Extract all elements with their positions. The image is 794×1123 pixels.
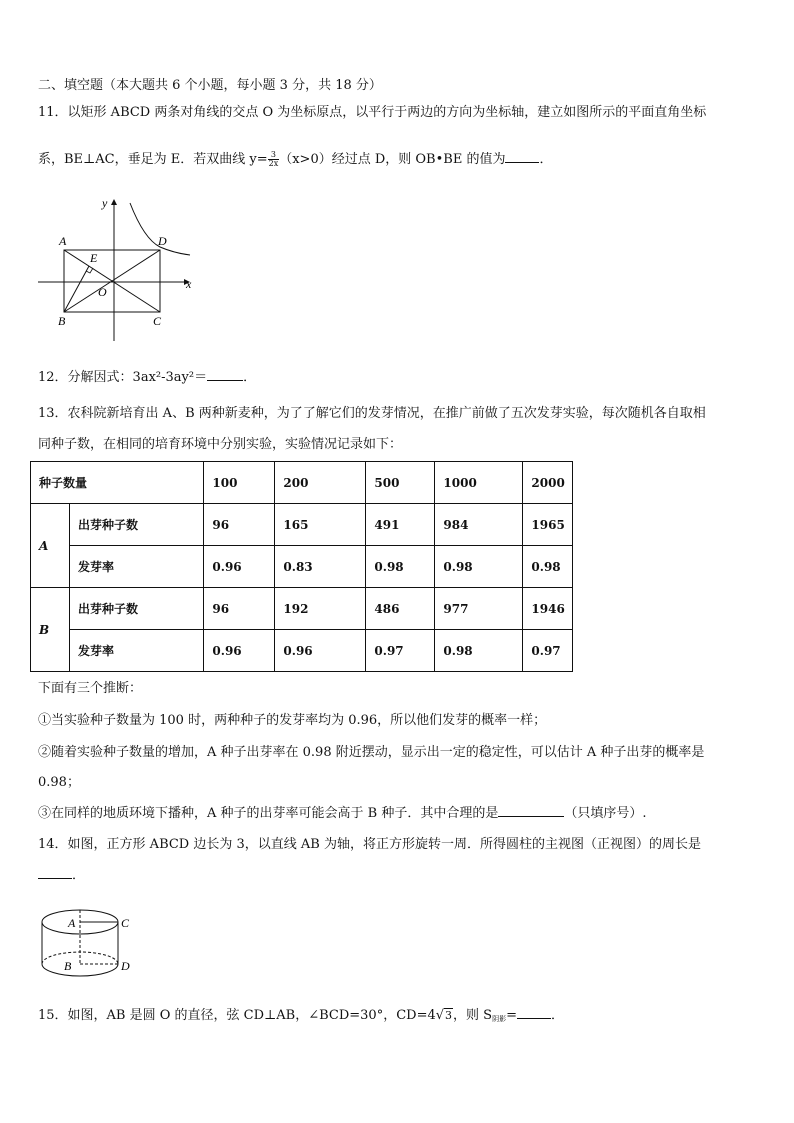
value-cell: 1946 — [523, 588, 573, 630]
q11-fraction — [268, 151, 280, 168]
q14-line2 — [38, 866, 85, 885]
label-y: y — [102, 196, 108, 210]
q11-text-end: ． — [539, 152, 553, 167]
value-cell: 96 — [204, 504, 275, 546]
value-cell: 984 — [435, 504, 523, 546]
value-cell: 96 — [204, 588, 275, 630]
q13-inference-1: ①当实验种子数量为 100 时，两种种子的发芽率均为 0.96，所以他们发芽的概率一样； — [38, 713, 547, 728]
q13-line1: 13．农科院新培育出 A、B 两种新麦种，为了了解它们的发芽情况，在推广前做了五次发芽实验，每次随机各自取相 — [38, 406, 706, 421]
q11-frac-num: 3 — [268, 151, 280, 160]
label-b: B — [64, 959, 72, 973]
sqrt-symbol: √3 — [435, 1008, 453, 1023]
row-label: 出芽种子数 — [70, 588, 204, 630]
seed-table — [30, 461, 573, 672]
q11-text-after: （x>0）经过点 D，则 OB•BE 的值为 — [279, 152, 506, 167]
label-c: C — [153, 314, 162, 328]
value-cell: 491 — [366, 504, 435, 546]
q13-answer-blank[interactable] — [498, 804, 564, 817]
q15-line — [38, 1006, 564, 1028]
table-row — [31, 546, 573, 588]
value-cell: 0.98 — [435, 630, 523, 672]
q13-inference-3 — [38, 804, 646, 823]
segment-be — [64, 266, 89, 312]
value-cell: 486 — [366, 588, 435, 630]
q13-line2: 同种子数，在相同的培育环境中分别实验，实验情况记录如下： — [38, 437, 403, 452]
label-e: E — [90, 251, 98, 265]
table-row — [31, 504, 573, 546]
value-cell: 0.83 — [275, 546, 366, 588]
count-cell: 200 — [275, 462, 366, 504]
q11-frac-den: 2x — [268, 159, 279, 168]
value-cell: 0.97 — [523, 630, 573, 672]
value-cell: 0.98 — [435, 546, 523, 588]
value-cell: 0.97 — [366, 630, 435, 672]
table-row — [31, 630, 573, 672]
count-cell: 500 — [366, 462, 435, 504]
label-o: O — [98, 285, 107, 299]
q15-subscript: 阴影 — [492, 1015, 507, 1023]
q13-inference-2-line2: 0.98； — [38, 775, 80, 790]
count-cell: 1000 — [435, 462, 523, 504]
q12-end: ． — [243, 370, 257, 385]
section-title: 二、填空题（本大题共 6 个小题，每小题 3 分，共 18 分） — [38, 78, 382, 93]
value-cell: 0.96 — [204, 630, 275, 672]
q14-answer-blank[interactable] — [38, 866, 72, 879]
q15-answer-blank[interactable] — [517, 1006, 551, 1019]
count-cell: 100 — [204, 462, 275, 504]
table-row — [31, 588, 573, 630]
value-cell: 0.98 — [523, 546, 573, 588]
value-cell: 192 — [275, 588, 366, 630]
value-cell: 977 — [435, 588, 523, 630]
sqrt-radicand: 3 — [445, 1009, 453, 1022]
row-label: 发芽率 — [70, 546, 204, 588]
q12-line — [38, 368, 256, 387]
q15-end: ． — [550, 1008, 564, 1023]
group-label-a: A — [31, 504, 70, 588]
value-cell: 1965 — [523, 504, 573, 546]
q12-text: 12．分解因式：3ax²-3ay²＝ — [38, 370, 208, 385]
q15-text-after: = — [506, 1008, 517, 1023]
label-a: A — [68, 916, 76, 930]
table-header-row — [31, 462, 573, 504]
value-cell: 0.98 — [366, 546, 435, 588]
label-d: D — [121, 959, 130, 973]
label-d: D — [158, 234, 167, 248]
y-axis-arrow — [111, 199, 117, 205]
label-b: B — [58, 314, 66, 328]
label-c: C — [121, 916, 130, 930]
q11-line1: 11．以矩形 ABCD 两条对角线的交点 O 为坐标原点，以平行于两边的方向为坐标轴，建立如图所示的平面直角坐标 — [38, 105, 707, 120]
q11-figure — [34, 195, 199, 345]
row-label: 出芽种子数 — [70, 504, 204, 546]
q13-inference-2-line1: ②随着实验种子数量的增加，A 种子出芽率在 0.98 附近摆动，显示出一定的稳定性，可以估计 A 种子出芽的概率是 — [38, 745, 705, 760]
q14-line1: 14．如图，正方形 ABCD 边长为 3，以直线 AB 为轴，将正方形旋转一周．所得圆柱的主视图（正视图）的周长是 — [38, 837, 701, 852]
q13-inference-3-before: ③在同样的地质环境下播种，A 种子的出芽率可能会高于 B 种子．其中合理的是 — [38, 806, 499, 821]
count-cell: 2000 — [523, 462, 573, 504]
label-x: x — [186, 277, 192, 291]
q12-answer-blank[interactable] — [207, 368, 243, 381]
cylinder-bottom-front — [42, 964, 118, 976]
q15-text-mid: ，则 S — [453, 1008, 493, 1023]
q14-cylinder-figure — [34, 896, 138, 990]
q14-end: ． — [72, 868, 86, 883]
q11-text-before: 系，BE⊥AC，垂足为 E．若双曲线 y= — [38, 152, 268, 167]
q11-answer-blank[interactable] — [505, 150, 539, 163]
q13-inference-3-after: （只填序号）. — [564, 806, 647, 821]
group-label-b: B — [31, 588, 70, 672]
q13-inference-intro: 下面有三个推断： — [38, 681, 143, 696]
header-label: 种子数量 — [31, 462, 204, 504]
value-cell: 0.96 — [275, 630, 366, 672]
row-label: 发芽率 — [70, 630, 204, 672]
q15-text-before: 15．如图，AB 是圆 O 的直径，弦 CD⊥AB，∠BCD=30°，CD=4 — [38, 1008, 436, 1023]
value-cell: 165 — [275, 504, 366, 546]
q11-line2 — [38, 150, 552, 169]
value-cell: 0.96 — [204, 546, 275, 588]
label-a: A — [59, 234, 67, 248]
